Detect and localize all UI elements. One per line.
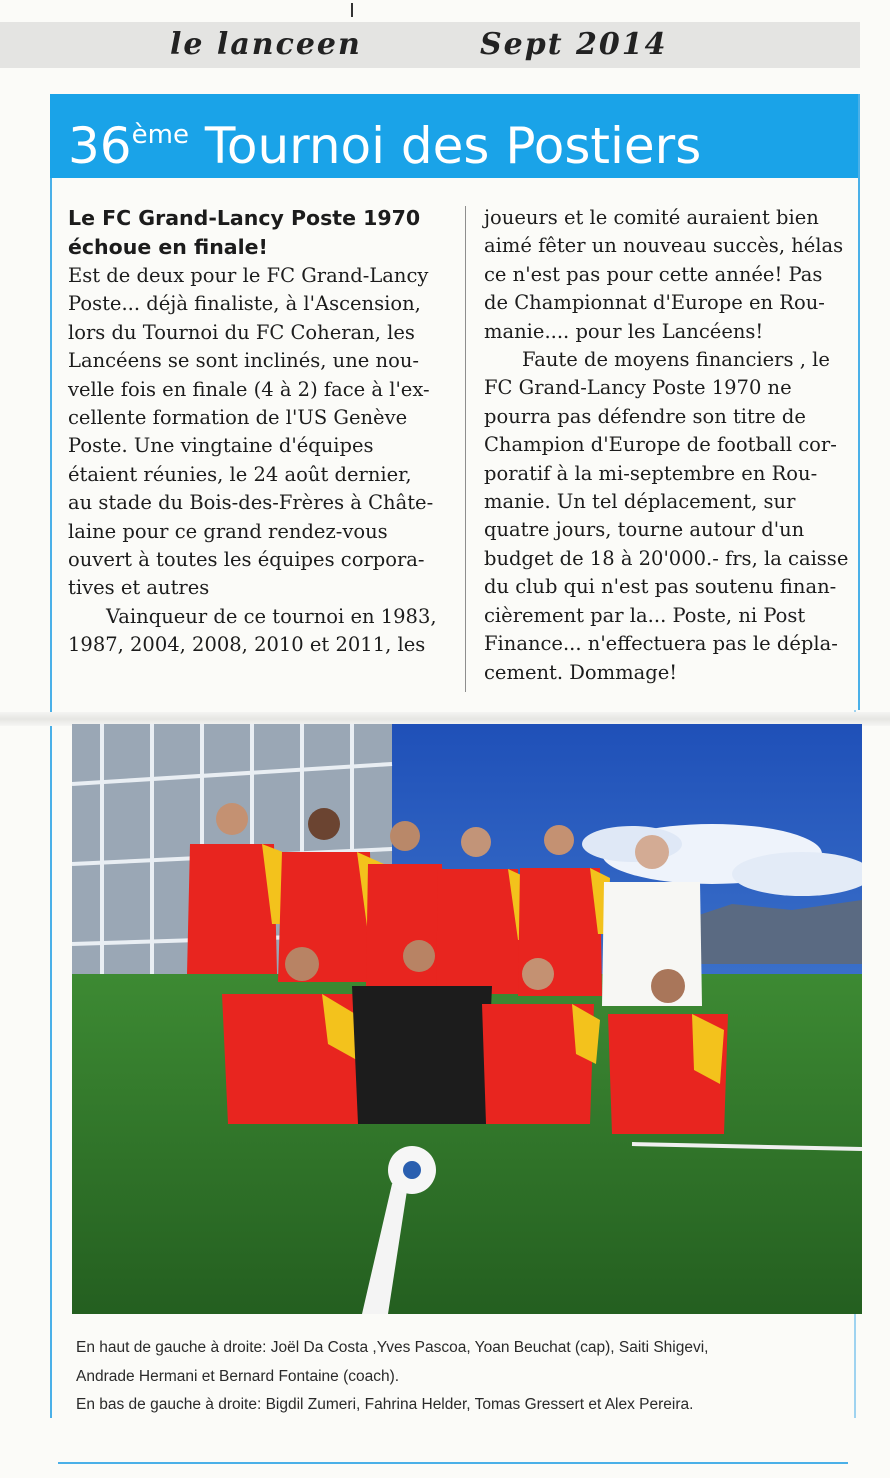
article-subheading: Le FC Grand-Lancy Poste 1970 échoue en finale! [68, 206, 421, 259]
title-superscript: ème [131, 120, 189, 150]
column-divider [465, 206, 466, 692]
photo-caption: En haut de gauche à droite: Joël Da Costa ,Yves Pascoa, Yoan Beuchat (cap), Saiti Shigevi, Andrade Hermani et Bernard Fontaine (coach). En bas de gauche à droite: Bigdil Zumeri, Fahrina Helder, Tomas Gressert et Alex Pereira. [76, 1339, 709, 1413]
team-photo [72, 724, 862, 1314]
handwritten-date: Sept 2014 [480, 27, 668, 62]
article-paragraph-3: joueurs et le comité auraient bien aimé fêter un nouveau succès, hélas ce n'est pas pour cette année! Pas de Championnat d'Europe en Rou- manie.... pour les Lancéens! [484, 206, 844, 343]
team-photo-illustration [72, 724, 862, 1314]
title-banner [50, 94, 858, 178]
frame-border-left [50, 710, 52, 1418]
scan-header-strip [0, 22, 860, 68]
bottom-rule [58, 1462, 848, 1464]
article-paragraph-4: Faute de moyens financiers , le FC Grand-Lancy Poste 1970 ne pourra pas défendre son titre de Champion d'Europe de football cor- poratif à la mi-septembre en Rou- manie. Un tel déplacement, sur quatre jours, tourne autour d'un budget de 18 à 20'000.- frs, la caisse du club qui n'est pas soutenu finan- cièrement par la... Poste, ni Post Finance... n'effectuera pas le dépla- cement. Dommage! [484, 348, 849, 684]
article-title [68, 102, 701, 179]
title-text: Tournoi des Postiers [204, 117, 702, 175]
article-column-right [484, 204, 856, 687]
article-column-left [68, 204, 446, 660]
title-number: 36 [68, 117, 132, 175]
pen-mark [351, 3, 353, 17]
article-paragraph-1: Est de deux pour le FC Grand-Lancy Poste... déjà finaliste, à l'Ascension, lors du Tournoi du FC Coheran, les Lancéens se sont inclinés, une nou- velle fois en finale (4 à 2) face à l'ex- cellente formation de l'US Genève Poste. Une vingtaine d'équipes étaient réunies, le 24 août dernier, au stade du Bois-des-Frères à Châte- laine pour ce grand rendez-vous ouvert à toutes les équipes corpora- tives et autres [68, 264, 434, 600]
article-paragraph-2: Vainqueur de ce tournoi en 1983, 1987, 2004, 2008, 2010 et 2011, les [68, 604, 437, 657]
handwritten-publication: le lanceen [170, 27, 362, 62]
